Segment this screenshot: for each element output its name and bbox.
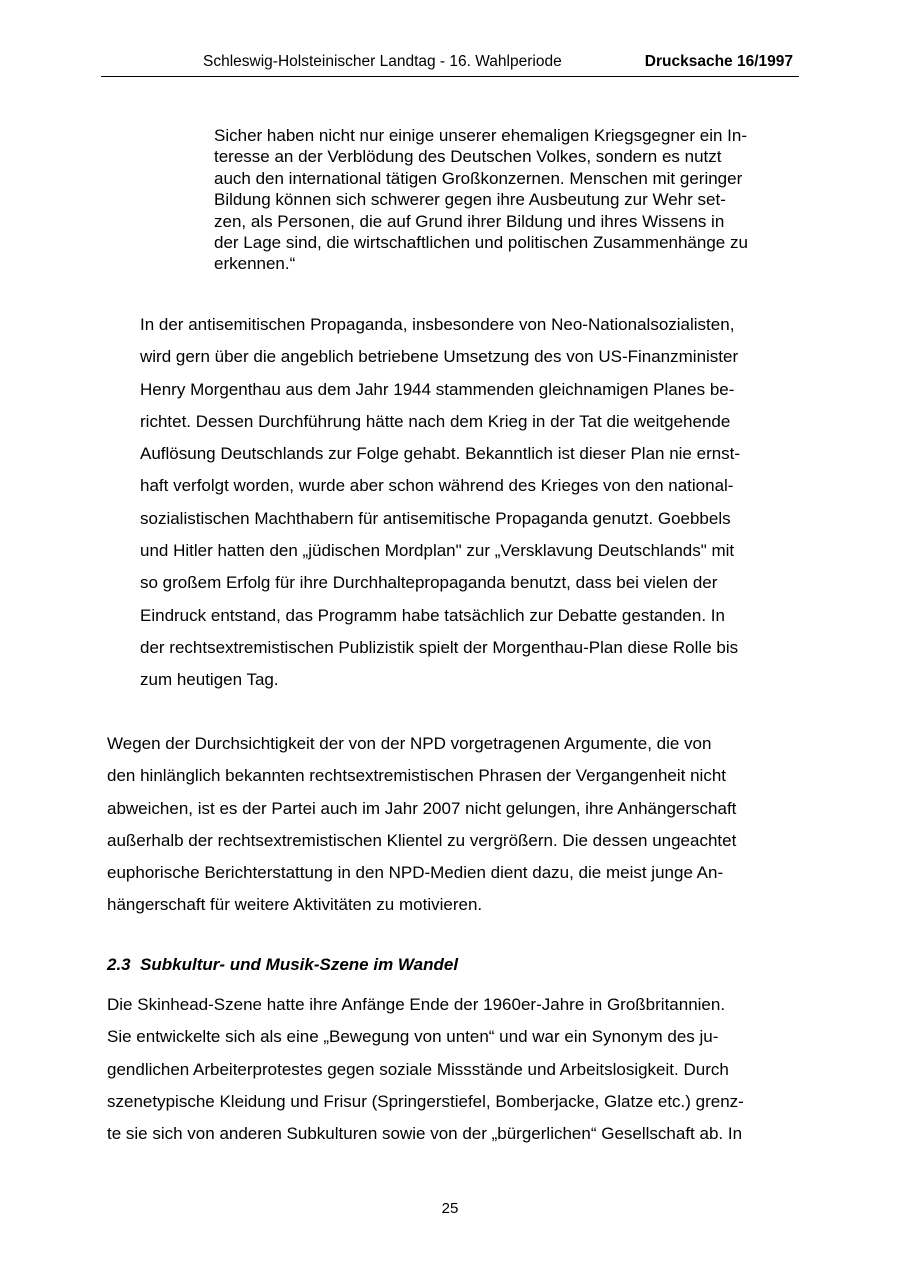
quote-line: erkennen.“ bbox=[214, 254, 296, 274]
paragraph-line: te sie sich von anderen Subkulturen sowie von der „bürgerlichen“ Gesellschaft ab. In bbox=[107, 1124, 743, 1144]
paragraph-line: richtet. Dessen Durchführung hätte nach dem Krieg in der Tat die weitgehende bbox=[140, 411, 731, 431]
paragraph-line: Wegen der Durchsichtigkeit der von der NPD vorgetragenen Argumente, die von bbox=[107, 734, 712, 753]
section-heading: 2.3 Subkultur- und Musik-Szene im Wandel bbox=[107, 955, 459, 974]
quote-line: teresse an der Verblödung des Deutschen Volkes, sondern es nutzt bbox=[214, 147, 722, 167]
paragraph-line: Henry Morgenthau aus dem Jahr 1944 stammenden gleichnamigen Planes be- bbox=[140, 379, 735, 399]
quote-line: Bildung können sich schwerer gegen ihre Ausbeutung zur Wehr set- bbox=[214, 190, 726, 210]
quote-line: auch den international tätigen Großkonzernen. Menschen mit geringer bbox=[214, 168, 743, 188]
paragraph-line: euphorische Berichterstattung in den NPD-Medien dient dazu, die meist junge An- bbox=[107, 863, 724, 883]
paragraph-skinhead bbox=[107, 989, 797, 1150]
paragraph-line: szenetypische Kleidung und Frisur (Springerstiefel, Bomberjacke, Glatze etc.) grenz- bbox=[107, 1091, 744, 1111]
header-title: Schleswig-Holsteinischer Landtag - 16. Wahlperiode bbox=[203, 53, 562, 70]
paragraph-line: Sie entwickelte sich als eine „Bewegung von unten“ und war ein Synonym des ju- bbox=[107, 1027, 719, 1047]
quote-line: Sicher haben nicht nur einige unserer ehemaligen Kriegsgegner ein In- bbox=[214, 126, 748, 145]
paragraph-line: der rechtsextremistischen Publizistik spielt der Morgenthau-Plan diese Rolle bis bbox=[140, 637, 739, 657]
paragraph-line: gendlichen Arbeiterprotestes gegen soziale Missstände und Arbeitslosigkeit. Durch bbox=[107, 1059, 729, 1079]
paragraph-line: haft verfolgt worden, wurde aber schon während des Krieges von den national- bbox=[140, 476, 734, 496]
paragraph-npd bbox=[107, 728, 797, 922]
quote-line: zen, als Personen, die auf Grund ihrer Bildung und ihres Wissens in bbox=[214, 211, 725, 231]
page-header bbox=[101, 52, 799, 77]
page-number: 25 bbox=[441, 1200, 459, 1217]
paragraph-line: wird gern über die angeblich betriebene Umsetzung des von US-Finanzminister bbox=[140, 347, 739, 367]
paragraph-line: hängerschaft für weitere Aktivitäten zu motivieren. bbox=[107, 895, 483, 915]
paragraph-line: und Hitler hatten den „jüdischen Mordplan" zur „Versklavung Deutschlands" mit bbox=[140, 541, 735, 561]
quote-line: der Lage sind, die wirtschaftlichen und politischen Zusammenhänge zu bbox=[214, 233, 748, 253]
paragraph-line: Die Skinhead-Szene hatte ihre Anfänge Ende der 1960er-Jahre in Großbritannien. bbox=[107, 995, 726, 1014]
paragraph-line: sozialistischen Machthabern für antisemitische Propaganda genutzt. Goebbels bbox=[140, 508, 731, 528]
paragraph-line: abweichen, ist es der Partei auch im Jahr 2007 nicht gelungen, ihre Anhängerschaft bbox=[107, 798, 737, 818]
paragraph-line: außerhalb der rechtsextremistischen Klientel zu vergrößern. Die dessen ungeachtet bbox=[107, 830, 737, 850]
paragraph-line: den hinlänglich bekannten rechtsextremistischen Phrasen der Vergangenheit nicht bbox=[107, 766, 727, 786]
paragraph-line: zum heutigen Tag. bbox=[140, 670, 279, 690]
paragraph-line: so großem Erfolg für ihre Durchhaltepropaganda benutzt, dass bei vielen der bbox=[140, 573, 718, 593]
document-number: Drucksache 16/1997 bbox=[644, 53, 793, 70]
paragraph-line: Eindruck entstand, das Programm habe tatsächlich zur Debatte gestanden. In bbox=[140, 605, 725, 625]
paragraph-line: Auflösung Deutschlands zur Folge gehabt. Bekanntlich ist dieser Plan nie ernst- bbox=[140, 444, 741, 464]
paragraph-morgenthau bbox=[140, 309, 800, 697]
block-quote bbox=[214, 125, 794, 275]
paragraph-line: In der antisemitischen Propaganda, insbesondere von Neo-Nationalsozialisten, bbox=[140, 315, 735, 334]
